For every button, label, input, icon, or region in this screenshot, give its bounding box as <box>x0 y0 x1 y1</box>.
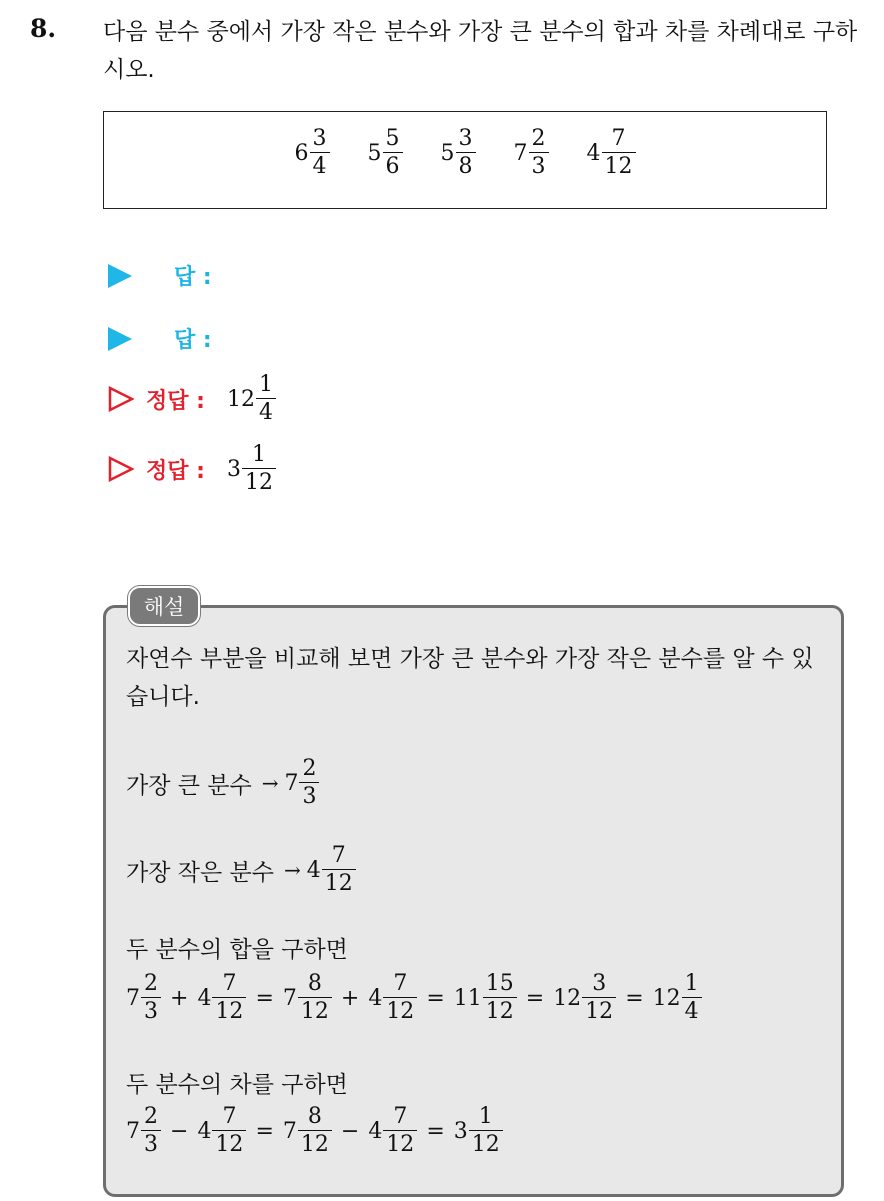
solution-box <box>103 605 844 1197</box>
fraction-whole: 12 <box>652 985 681 1011</box>
fraction-denominator: 3 <box>141 997 161 1023</box>
correct-answer-row-2 <box>108 444 276 494</box>
fraction-item <box>587 128 636 178</box>
equation-fraction <box>553 973 616 1023</box>
fraction-denominator: 12 <box>298 1130 332 1156</box>
answer-label: 답 : <box>174 328 212 353</box>
fraction-whole: 4 <box>368 1118 383 1144</box>
answer-label: 답 : <box>174 265 212 290</box>
fraction-denominator: 12 <box>212 1130 246 1156</box>
equation-fraction <box>368 1106 417 1156</box>
fraction-denominator: 12 <box>602 152 636 178</box>
fraction-whole: 7 <box>282 1118 297 1144</box>
fraction-whole: 7 <box>282 985 297 1011</box>
fraction-numerator: 2 <box>531 126 546 151</box>
play-triangle-icon <box>108 327 132 351</box>
operator: = <box>625 985 644 1011</box>
smallest-label: 가장 작은 분수 <box>126 859 274 886</box>
correct-answer-row-1 <box>108 374 276 424</box>
fraction-numerator: 3 <box>458 126 473 151</box>
fraction-list-box <box>103 111 827 209</box>
fraction-denominator: 12 <box>383 1130 417 1156</box>
fraction-whole: 4 <box>368 985 383 1011</box>
fraction-whole: 11 <box>453 985 482 1011</box>
solution-largest-line <box>126 758 319 808</box>
fraction-denominator: 6 <box>383 152 403 178</box>
equation-fraction <box>454 973 517 1023</box>
equation-fraction <box>197 973 246 1023</box>
largest-label: 가장 큰 분수 <box>126 772 252 799</box>
fraction-denominator: 4 <box>256 398 276 424</box>
fraction-denominator: 12 <box>242 468 276 494</box>
fraction-whole: 4 <box>306 857 321 883</box>
fraction-whole: 4 <box>586 140 601 166</box>
operator: = <box>426 1118 445 1144</box>
fraction-numerator: 2 <box>144 971 158 996</box>
outline-triangle-icon <box>108 386 134 412</box>
fraction-numerator: 1 <box>258 372 273 397</box>
fraction-denominator: 3 <box>141 1130 161 1156</box>
operator: − <box>170 1118 189 1144</box>
fraction-denominator: 12 <box>383 997 417 1023</box>
fraction-numerator: 2 <box>302 756 317 781</box>
difference-equation <box>126 1106 503 1156</box>
difference-label: 두 분수의 차를 구하면 <box>126 1072 348 1098</box>
fraction-numerator: 7 <box>393 1104 408 1129</box>
fraction-whole: 4 <box>197 985 212 1011</box>
equation-fraction <box>454 1106 503 1156</box>
fraction-item <box>441 128 476 178</box>
operator: = <box>255 985 274 1011</box>
fraction-item <box>368 128 403 178</box>
outline-triangle-icon <box>108 456 134 482</box>
fraction-whole: 7 <box>284 770 299 796</box>
equation-fraction <box>653 973 702 1023</box>
operator: = <box>525 985 545 1011</box>
question-number: 8. <box>30 14 57 43</box>
correct-answer-sum <box>227 374 276 424</box>
fraction-whole: 5 <box>367 140 382 166</box>
equation-fraction <box>368 973 417 1023</box>
fraction-denominator: 4 <box>310 152 330 178</box>
fraction-denominator: 12 <box>582 997 616 1023</box>
fraction-numerator: 3 <box>592 971 607 996</box>
fraction-item <box>295 128 330 178</box>
fraction-whole: 12 <box>553 985 582 1011</box>
largest-fraction <box>284 758 319 808</box>
fraction-numerator: 2 <box>144 1104 158 1129</box>
fraction-numerator: 7 <box>611 126 626 151</box>
fraction-numerator: 15 <box>485 971 514 996</box>
fraction-numerator: 7 <box>393 971 408 996</box>
answer-row-1 <box>108 260 212 291</box>
operator: = <box>255 1118 274 1144</box>
fraction-list <box>104 128 826 178</box>
play-triangle-icon <box>108 264 132 288</box>
solution-tab: 해설 <box>128 586 200 626</box>
equation-fraction <box>126 973 161 1023</box>
sum-equation <box>126 973 702 1023</box>
operator: + <box>340 985 360 1011</box>
fraction-numerator: 5 <box>385 126 400 151</box>
sum-label: 두 분수의 합을 구하면 <box>126 937 348 963</box>
fraction-item <box>514 128 549 178</box>
fraction-whole: 5 <box>440 140 455 166</box>
fraction-whole: 3 <box>226 456 241 482</box>
question-text: 다음 분수 중에서 가장 작은 분수와 가장 큰 분수의 합과 차를 차례대로 구하시오. <box>103 19 858 83</box>
fraction-numerator: 7 <box>222 1104 237 1129</box>
fraction-whole: 4 <box>197 1118 212 1144</box>
fraction-denominator: 3 <box>529 152 549 178</box>
equation-fraction <box>197 1106 246 1156</box>
operator: − <box>340 1118 360 1144</box>
equation-fraction <box>283 1106 332 1156</box>
correct-answer-label: 정답 : <box>146 458 205 484</box>
fraction-numerator: 8 <box>307 971 322 996</box>
solution-smallest-line <box>126 845 356 895</box>
solution-intro: 자연수 부분을 비교해 보면 가장 큰 분수와 가장 작은 분수를 알 수 있습니다. <box>126 646 814 710</box>
correct-answer-difference <box>227 444 276 494</box>
answer-row-2 <box>108 323 212 354</box>
fraction-numerator: 1 <box>684 971 699 996</box>
fraction-denominator: 12 <box>212 997 246 1023</box>
operator: = <box>426 985 445 1011</box>
fraction-denominator: 12 <box>469 1130 503 1156</box>
equation-fraction <box>283 973 332 1023</box>
fraction-numerator: 7 <box>222 971 237 996</box>
fraction-whole: 7 <box>126 985 140 1011</box>
fraction-denominator: 12 <box>298 997 332 1023</box>
fraction-denominator: 4 <box>682 997 702 1023</box>
fraction-numerator: 1 <box>478 1104 493 1129</box>
fraction-whole: 12 <box>226 386 255 412</box>
fraction-whole: 7 <box>126 1118 140 1144</box>
fraction-numerator: 7 <box>331 843 346 868</box>
correct-answer-label: 정답 : <box>146 388 205 414</box>
fraction-whole: 6 <box>294 140 309 166</box>
fraction-whole: 7 <box>513 140 528 166</box>
fraction-numerator: 3 <box>312 126 327 151</box>
smallest-fraction <box>307 845 356 895</box>
right-arrow-icon: → <box>283 858 301 882</box>
fraction-numerator: 8 <box>307 1104 322 1129</box>
equation-fraction <box>126 1106 161 1156</box>
fraction-denominator: 3 <box>299 782 319 808</box>
right-arrow-icon: → <box>261 771 279 795</box>
fraction-denominator: 12 <box>483 997 517 1023</box>
operator: + <box>170 985 189 1011</box>
fraction-denominator: 12 <box>322 869 356 895</box>
fraction-numerator: 1 <box>251 442 266 467</box>
fraction-whole: 3 <box>453 1118 468 1144</box>
fraction-denominator: 8 <box>456 152 476 178</box>
